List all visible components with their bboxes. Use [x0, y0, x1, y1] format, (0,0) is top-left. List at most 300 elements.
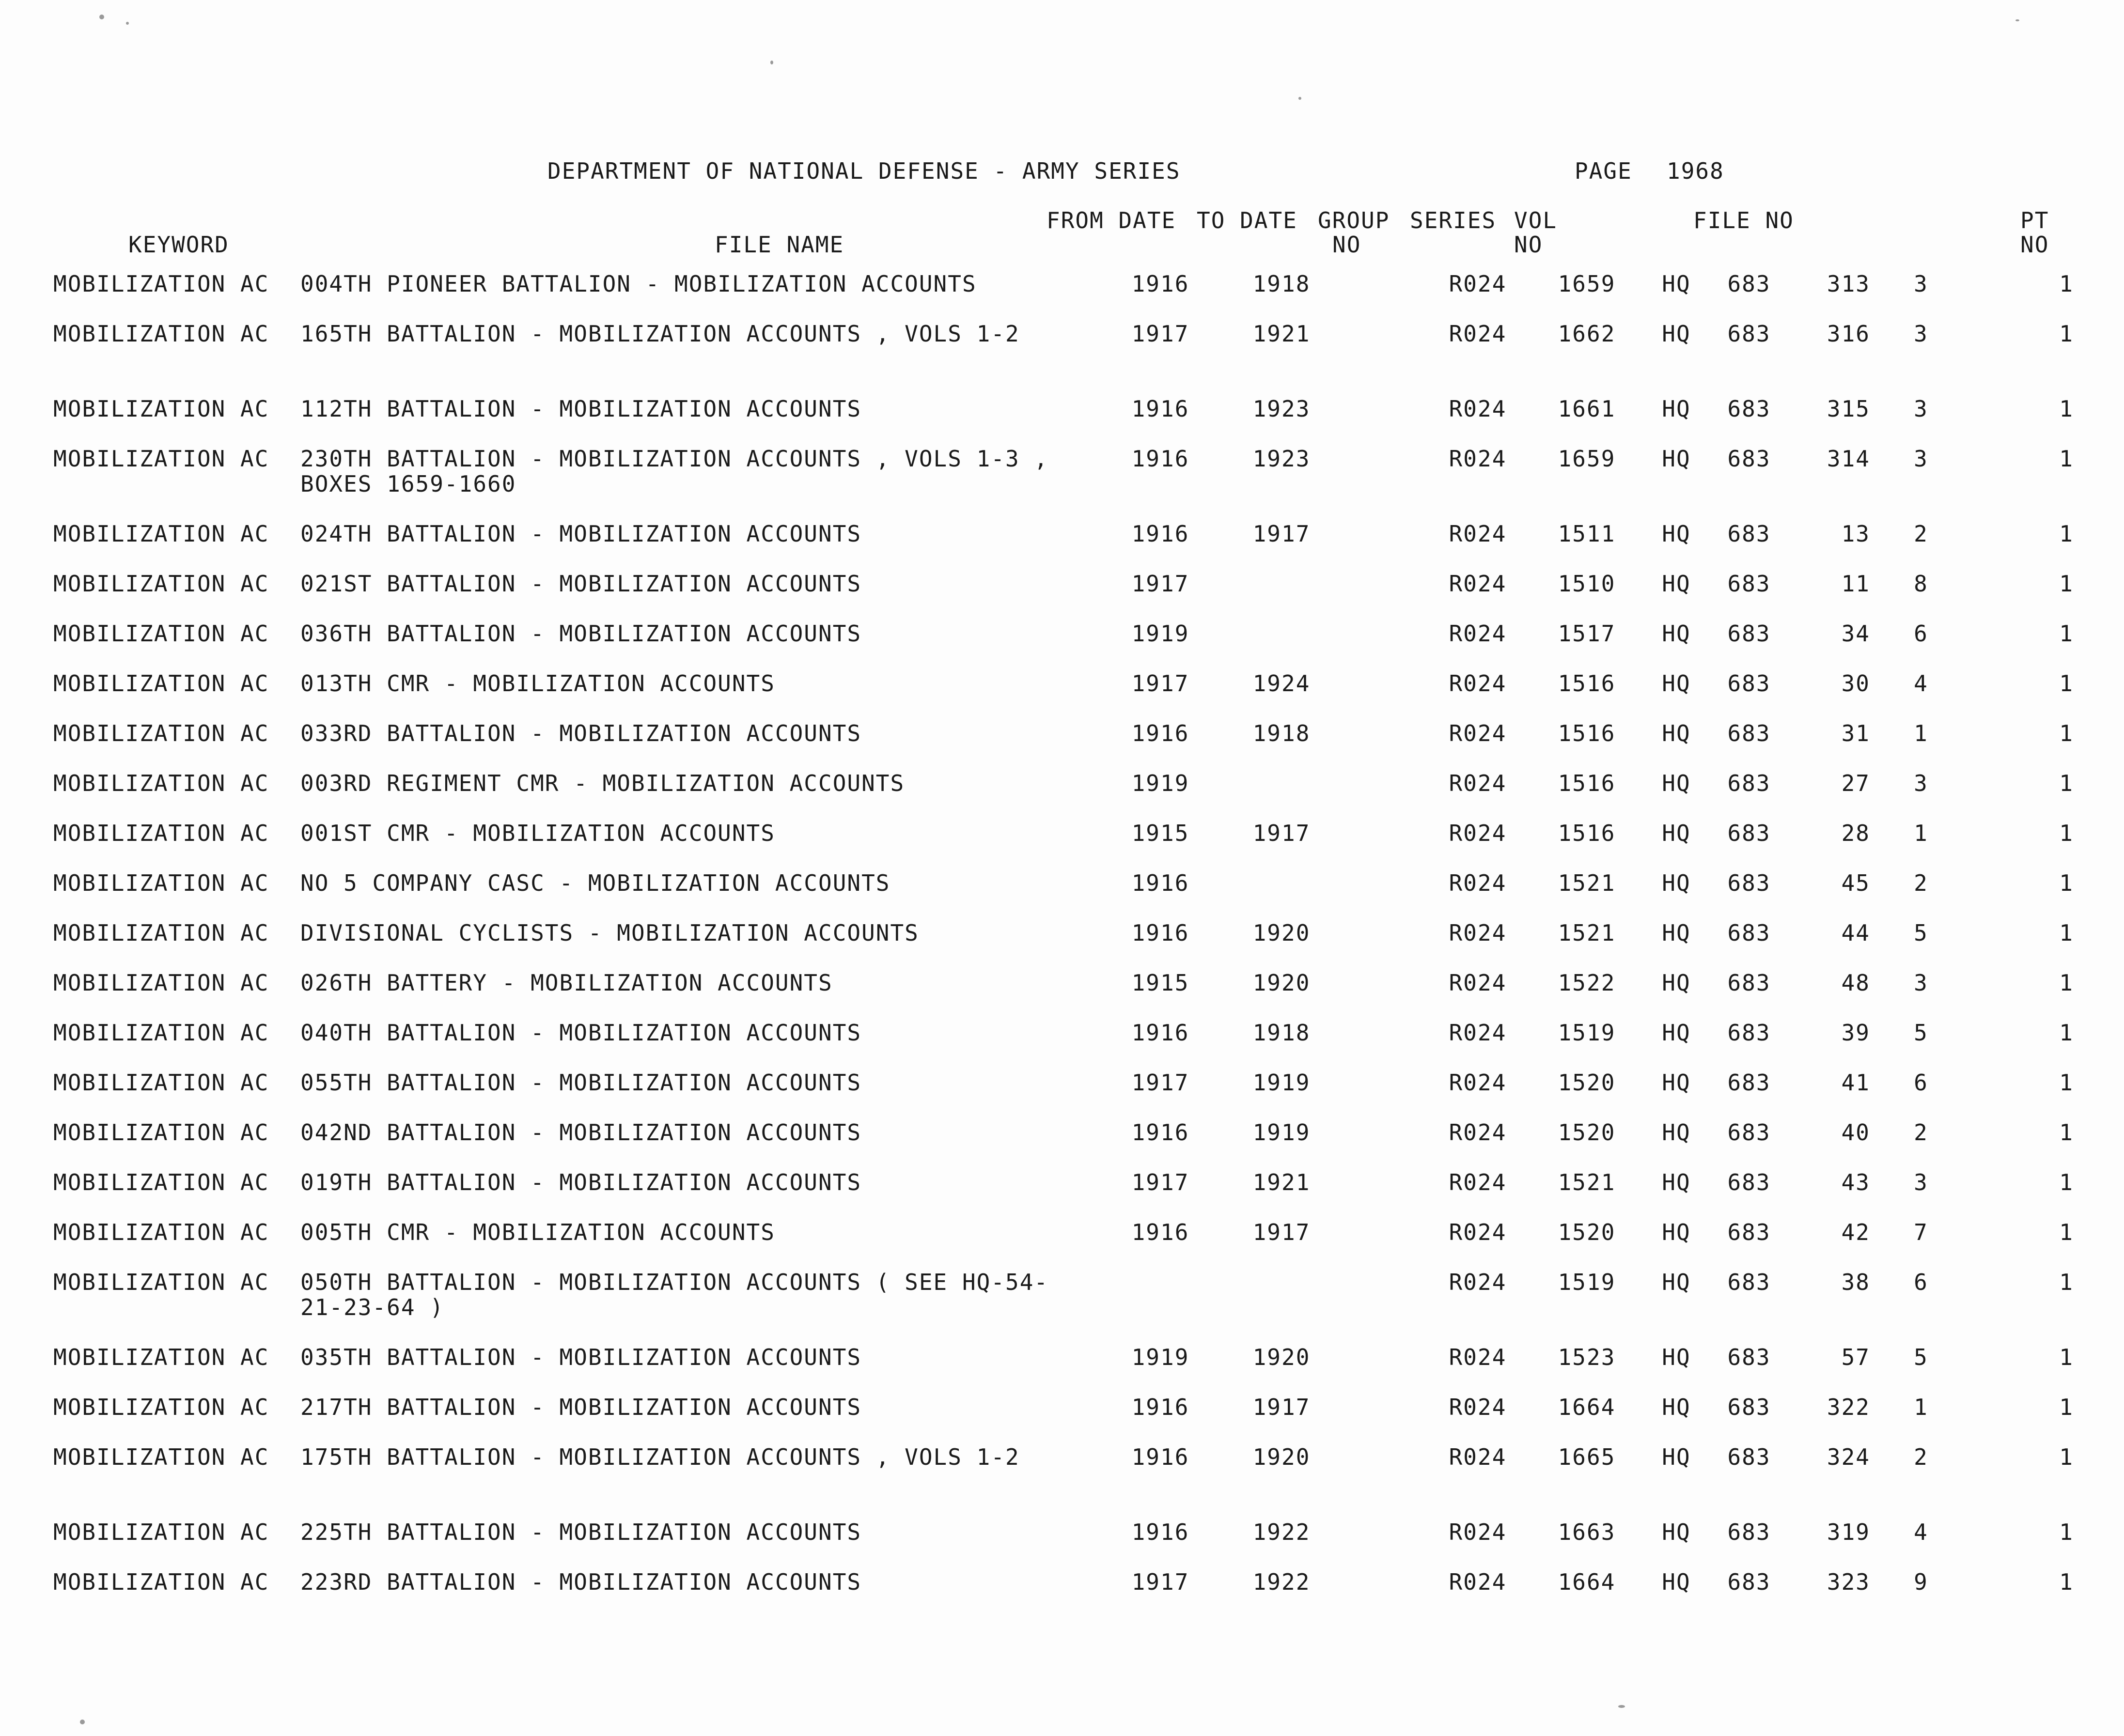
- file-name-cell: [300, 446, 1100, 521]
- file-name-cell: [300, 1444, 1100, 1519]
- series-cell: R024: [1449, 1169, 1507, 1195]
- series-cell: R024: [1449, 1394, 1507, 1420]
- keyword-cell: MOBILIZATION AC: [53, 1269, 269, 1295]
- file-name-cell: [300, 920, 1100, 970]
- pt-no-cell: 1: [2059, 321, 2074, 347]
- vol-no-cell: 1659: [1558, 271, 1616, 297]
- keyword-cell: MOBILIZATION AC: [53, 670, 269, 697]
- file-no-part2-cell: 313: [1827, 271, 1870, 297]
- to-date-cell: 1917: [1252, 1394, 1311, 1420]
- vol-no-cell: 1519: [1558, 1020, 1616, 1046]
- file-no-part2-cell: 11: [1841, 571, 1870, 597]
- file-name-text: 035TH BATTALION - MOBILIZATION ACCOUNTS: [300, 1344, 862, 1370]
- file-no-part2-cell: 13: [1841, 521, 1870, 547]
- group-no-cell: [1342, 1220, 1424, 1270]
- file-no-prefix-cell: HQ: [1662, 670, 1691, 697]
- vol-no-cell: 1510: [1558, 571, 1616, 597]
- column-header-group-no: NO: [1332, 232, 1361, 258]
- file-name-cell: [300, 1519, 1100, 1569]
- file-no-prefix-cell: HQ: [1662, 820, 1691, 846]
- table-row: [53, 1345, 2074, 1395]
- file-no-prefix-cell: HQ: [1662, 1569, 1691, 1595]
- group-no-cell: [1342, 1345, 1424, 1395]
- file-name-text: 005TH CMR - MOBILIZATION ACCOUNTS: [300, 1219, 775, 1245]
- series-cell: R024: [1449, 820, 1507, 846]
- table-row: [53, 271, 2074, 321]
- scan-speck: [1618, 1705, 1625, 1708]
- file-name-text: 175TH BATTALION - MOBILIZATION ACCOUNTS , VOLS 1-2: [300, 1444, 1020, 1470]
- file-name-text: 112TH BATTALION - MOBILIZATION ACCOUNTS: [300, 396, 862, 422]
- from-date-cell: 1916: [1131, 1519, 1189, 1545]
- table-row: [53, 970, 2074, 1020]
- from-date-cell: 1919: [1131, 1344, 1189, 1370]
- file-no-part2-cell: 48: [1841, 970, 1870, 996]
- keyword-cell: MOBILIZATION AC: [53, 521, 269, 547]
- pt-no-cell: 1: [2059, 1219, 2074, 1245]
- group-no-cell: [1342, 821, 1424, 870]
- column-header-series: SERIES: [1410, 207, 1497, 233]
- file-name-text: 021ST BATTALION - MOBILIZATION ACCOUNTS: [300, 571, 862, 597]
- file-no-part2-cell: 314: [1827, 446, 1870, 472]
- from-date-cell: 1917: [1131, 1070, 1189, 1096]
- file-no-part3-cell: 3: [1914, 271, 1928, 297]
- file-no-part3-cell: 8: [1914, 571, 1928, 597]
- to-date-cell: 1920: [1252, 920, 1311, 946]
- file-no-part2-cell: 38: [1841, 1269, 1870, 1295]
- to-date-cell: 1917: [1252, 521, 1311, 547]
- file-name-cell: [300, 721, 1100, 771]
- file-no-prefix-cell: HQ: [1662, 1020, 1691, 1046]
- keyword-cell: MOBILIZATION AC: [53, 720, 269, 746]
- series-cell: R024: [1449, 1444, 1507, 1470]
- series-cell: R024: [1449, 571, 1507, 597]
- from-date-cell: 1916: [1131, 521, 1189, 547]
- keyword-cell: MOBILIZATION AC: [53, 1219, 269, 1245]
- to-date-cell: 1923: [1252, 396, 1311, 422]
- vol-no-cell: 1511: [1558, 521, 1616, 547]
- file-no-part1-cell: 683: [1727, 820, 1771, 846]
- from-date-cell: 1916: [1131, 920, 1189, 946]
- series-cell: R024: [1449, 396, 1507, 422]
- pt-no-cell: 1: [2059, 670, 2074, 697]
- file-no-part3-cell: 5: [1914, 1020, 1928, 1046]
- file-no-part2-cell: 41: [1841, 1070, 1870, 1096]
- file-name-cell: [300, 1345, 1100, 1395]
- pt-no-cell: 1: [2059, 920, 2074, 946]
- keyword-cell: MOBILIZATION AC: [53, 1344, 269, 1370]
- to-date-cell: 1917: [1252, 820, 1311, 846]
- keyword-cell: MOBILIZATION AC: [53, 920, 269, 946]
- file-name-cell: [300, 1020, 1100, 1070]
- file-name-cell: [300, 271, 1100, 321]
- keyword-cell: MOBILIZATION AC: [53, 1020, 269, 1046]
- file-no-part3-cell: 3: [1914, 770, 1928, 796]
- file-no-part2-cell: 31: [1841, 720, 1870, 746]
- to-date-cell: [1221, 571, 1342, 621]
- file-no-prefix-cell: HQ: [1662, 1394, 1691, 1420]
- vol-no-cell: 1520: [1558, 1070, 1616, 1096]
- from-date-cell: 1919: [1131, 770, 1189, 796]
- to-date-cell: [1221, 870, 1342, 920]
- series-cell: R024: [1449, 1344, 1507, 1370]
- file-no-part1-cell: 683: [1727, 1269, 1771, 1295]
- file-no-part3-cell: 3: [1914, 321, 1928, 347]
- column-header-vol: VOL: [1514, 207, 1558, 233]
- keyword-cell: MOBILIZATION AC: [53, 571, 269, 597]
- file-no-part2-cell: 45: [1841, 870, 1870, 896]
- file-no-part3-cell: 5: [1914, 1344, 1928, 1370]
- file-name-text: 042ND BATTALION - MOBILIZATION ACCOUNTS: [300, 1119, 862, 1146]
- group-no-cell: [1342, 271, 1424, 321]
- from-date-cell: 1916: [1131, 1119, 1189, 1146]
- vol-no-cell: 1664: [1558, 1394, 1616, 1420]
- file-name-text: 026TH BATTERY - MOBILIZATION ACCOUNTS: [300, 970, 833, 996]
- document-title: DEPARTMENT OF NATIONAL DEFENSE - ARMY SERIES: [547, 158, 1181, 184]
- table-row: [53, 821, 2074, 870]
- file-no-prefix-cell: HQ: [1662, 1070, 1691, 1096]
- group-no-cell: [1342, 571, 1424, 621]
- series-cell: R024: [1449, 720, 1507, 746]
- file-listing-table: [53, 271, 2074, 1619]
- table-row: [53, 321, 2074, 396]
- file-no-prefix-cell: HQ: [1662, 770, 1691, 796]
- file-no-part2-cell: 315: [1827, 396, 1870, 422]
- file-no-part3-cell: 6: [1914, 620, 1928, 647]
- vol-no-cell: 1659: [1558, 446, 1616, 472]
- series-cell: R024: [1449, 1119, 1507, 1146]
- file-no-prefix-cell: HQ: [1662, 1119, 1691, 1146]
- group-no-cell: [1342, 771, 1424, 821]
- file-name-text: 225TH BATTALION - MOBILIZATION ACCOUNTS: [300, 1519, 862, 1545]
- series-cell: R024: [1449, 1519, 1507, 1545]
- pt-no-cell: 1: [2059, 1569, 2074, 1595]
- file-no-part3-cell: 5: [1914, 920, 1928, 946]
- pt-no-cell: 1: [2059, 1269, 2074, 1295]
- column-header-file-name: FILE NAME: [715, 232, 844, 258]
- file-name-text: 033RD BATTALION - MOBILIZATION ACCOUNTS: [300, 720, 862, 746]
- file-no-part1-cell: 683: [1727, 571, 1771, 597]
- file-no-part3-cell: 6: [1914, 1269, 1928, 1295]
- group-no-cell: [1342, 521, 1424, 571]
- file-no-part2-cell: 322: [1827, 1394, 1870, 1420]
- file-no-part1-cell: 683: [1727, 1119, 1771, 1146]
- file-no-part1-cell: 683: [1727, 920, 1771, 946]
- column-header-group: GROUP: [1318, 207, 1390, 233]
- keyword-cell: MOBILIZATION AC: [53, 1169, 269, 1195]
- vol-no-cell: 1522: [1558, 970, 1616, 996]
- file-no-prefix-cell: HQ: [1662, 1444, 1691, 1470]
- table-row: [53, 1569, 2074, 1619]
- keyword-cell: MOBILIZATION AC: [53, 820, 269, 846]
- to-date-cell: 1920: [1252, 1344, 1311, 1370]
- from-date-cell: 1916: [1131, 271, 1189, 297]
- file-no-part3-cell: 2: [1914, 1444, 1928, 1470]
- file-no-part2-cell: 27: [1841, 770, 1870, 796]
- from-date-cell: 1916: [1131, 1020, 1189, 1046]
- from-date-cell: 1915: [1131, 820, 1189, 846]
- from-date-cell: 1917: [1131, 1569, 1189, 1595]
- file-no-prefix-cell: HQ: [1662, 396, 1691, 422]
- file-name-cell: [300, 1569, 1100, 1619]
- file-no-part3-cell: 2: [1914, 1119, 1928, 1146]
- file-no-prefix-cell: HQ: [1662, 446, 1691, 472]
- group-no-cell: [1342, 970, 1424, 1020]
- file-no-part1-cell: 683: [1727, 321, 1771, 347]
- series-cell: R024: [1449, 321, 1507, 347]
- file-no-part1-cell: 683: [1727, 670, 1771, 697]
- from-date-cell: 1916: [1131, 1444, 1189, 1470]
- file-name-text: 055TH BATTALION - MOBILIZATION ACCOUNTS: [300, 1070, 862, 1096]
- file-no-part2-cell: 39: [1841, 1020, 1870, 1046]
- file-name-cell: [300, 1170, 1100, 1220]
- from-date-cell: 1917: [1131, 1169, 1189, 1195]
- series-cell: R024: [1449, 620, 1507, 647]
- to-date-cell: 1918: [1252, 271, 1311, 297]
- table-row: [53, 1395, 2074, 1444]
- pt-no-cell: 1: [2059, 446, 2074, 472]
- table-row: [53, 446, 2074, 521]
- file-no-part2-cell: 28: [1841, 820, 1870, 846]
- file-name-cell: [300, 396, 1100, 446]
- series-cell: R024: [1449, 670, 1507, 697]
- to-date-cell: 1923: [1252, 446, 1311, 472]
- series-cell: R024: [1449, 970, 1507, 996]
- table-row: [53, 521, 2074, 571]
- file-no-prefix-cell: HQ: [1662, 970, 1691, 996]
- series-cell: R024: [1449, 521, 1507, 547]
- file-no-part1-cell: 683: [1727, 1344, 1771, 1370]
- file-no-prefix-cell: HQ: [1662, 271, 1691, 297]
- file-listing-body: [53, 271, 2074, 1619]
- pt-no-cell: 1: [2059, 271, 2074, 297]
- file-name-cell: [300, 821, 1100, 870]
- group-no-cell: [1342, 446, 1424, 521]
- file-no-part1-cell: 683: [1727, 1219, 1771, 1245]
- column-header-pt-no: NO: [2020, 232, 2049, 258]
- file-name-text: 036TH BATTALION - MOBILIZATION ACCOUNTS: [300, 620, 862, 647]
- table-row: [53, 1519, 2074, 1569]
- table-row: [53, 1070, 2074, 1120]
- group-no-cell: [1342, 321, 1424, 396]
- file-name-cell: [300, 671, 1100, 721]
- file-name-cell: [300, 1120, 1100, 1170]
- file-no-part1-cell: 683: [1727, 1070, 1771, 1096]
- table-row: [53, 1170, 2074, 1220]
- file-name-text: 004TH PIONEER BATTALION - MOBILIZATION ACCOUNTS: [300, 271, 977, 297]
- file-name-cell: [300, 521, 1100, 571]
- scan-speck: [2015, 19, 2019, 21]
- keyword-cell: MOBILIZATION AC: [53, 870, 269, 896]
- file-name-cell: [300, 571, 1100, 621]
- vol-no-cell: 1516: [1558, 720, 1616, 746]
- to-date-cell: 1917: [1252, 1219, 1311, 1245]
- pt-no-cell: 1: [2059, 396, 2074, 422]
- file-name-text: 050TH BATTALION - MOBILIZATION ACCOUNTS ( SEE HQ-54-21-23-64 ): [300, 1269, 1049, 1320]
- keyword-cell: MOBILIZATION AC: [53, 1070, 269, 1096]
- keyword-cell: MOBILIZATION AC: [53, 1444, 269, 1470]
- to-date-cell: 1924: [1252, 670, 1311, 697]
- vol-no-cell: 1665: [1558, 1444, 1616, 1470]
- file-no-part2-cell: 324: [1827, 1444, 1870, 1470]
- file-no-part3-cell: 6: [1914, 1070, 1928, 1096]
- file-name-text: 040TH BATTALION - MOBILIZATION ACCOUNTS: [300, 1020, 862, 1046]
- table-row: [53, 571, 2074, 621]
- file-no-part3-cell: 9: [1914, 1569, 1928, 1595]
- file-no-prefix-cell: HQ: [1662, 720, 1691, 746]
- file-no-prefix-cell: HQ: [1662, 1169, 1691, 1195]
- file-no-part2-cell: 30: [1841, 670, 1870, 697]
- vol-no-cell: 1663: [1558, 1519, 1616, 1545]
- pt-no-cell: 1: [2059, 870, 2074, 896]
- pt-no-cell: 1: [2059, 1444, 2074, 1470]
- group-no-cell: [1342, 1170, 1424, 1220]
- vol-no-cell: 1520: [1558, 1119, 1616, 1146]
- page-label: PAGE: [1575, 158, 1632, 184]
- file-no-part1-cell: 683: [1727, 1444, 1771, 1470]
- group-no-cell: [1342, 1020, 1424, 1070]
- from-date-cell: 1916: [1131, 720, 1189, 746]
- file-no-part1-cell: 683: [1727, 870, 1771, 896]
- file-no-part3-cell: 3: [1914, 970, 1928, 996]
- file-no-part1-cell: 683: [1727, 521, 1771, 547]
- pt-no-cell: 1: [2059, 820, 2074, 846]
- from-date-cell: 1916: [1131, 446, 1189, 472]
- from-date-cell: 1916: [1131, 1394, 1189, 1420]
- column-header-pt: PT: [2020, 207, 2049, 233]
- file-no-part3-cell: 3: [1914, 396, 1928, 422]
- pt-no-cell: 1: [2059, 1394, 2074, 1420]
- file-no-part2-cell: 44: [1841, 920, 1870, 946]
- file-no-prefix-cell: HQ: [1662, 521, 1691, 547]
- table-row: [53, 396, 2074, 446]
- file-name-text: 217TH BATTALION - MOBILIZATION ACCOUNTS: [300, 1394, 862, 1420]
- to-date-cell: 1919: [1252, 1070, 1311, 1096]
- series-cell: R024: [1449, 271, 1507, 297]
- group-no-cell: [1342, 1519, 1424, 1569]
- pt-no-cell: 1: [2059, 571, 2074, 597]
- pt-no-cell: 1: [2059, 1169, 2074, 1195]
- vol-no-cell: 1521: [1558, 1169, 1616, 1195]
- to-date-cell: 1918: [1252, 720, 1311, 746]
- file-no-part2-cell: 316: [1827, 321, 1870, 347]
- to-date-cell: [1221, 1270, 1342, 1345]
- group-no-cell: [1342, 870, 1424, 920]
- file-no-part3-cell: 1: [1914, 720, 1928, 746]
- vol-no-cell: 1521: [1558, 920, 1616, 946]
- file-no-prefix-cell: HQ: [1662, 321, 1691, 347]
- file-no-part1-cell: 683: [1727, 1394, 1771, 1420]
- to-date-cell: [1221, 771, 1342, 821]
- file-name-text: DIVISIONAL CYCLISTS - MOBILIZATION ACCOUNTS: [300, 920, 919, 946]
- vol-no-cell: 1516: [1558, 820, 1616, 846]
- pt-no-cell: 1: [2059, 970, 2074, 996]
- column-header-file-no: FILE NO: [1693, 207, 1794, 233]
- file-name-text: 230TH BATTALION - MOBILIZATION ACCOUNTS , VOLS 1-3 , BOXES 1659-1660: [300, 446, 1049, 497]
- file-no-part1-cell: 683: [1727, 770, 1771, 796]
- group-no-cell: [1342, 920, 1424, 970]
- file-no-part1-cell: 683: [1727, 720, 1771, 746]
- file-no-part3-cell: 3: [1914, 1169, 1928, 1195]
- table-row: [53, 1444, 2074, 1519]
- group-no-cell: [1342, 1270, 1424, 1345]
- keyword-cell: MOBILIZATION AC: [53, 1394, 269, 1420]
- file-name-text: 003RD REGIMENT CMR - MOBILIZATION ACCOUNTS: [300, 770, 905, 796]
- table-row: [53, 1270, 2074, 1345]
- file-no-part2-cell: 43: [1841, 1169, 1870, 1195]
- file-no-part3-cell: 2: [1914, 870, 1928, 896]
- keyword-cell: MOBILIZATION AC: [53, 970, 269, 996]
- series-cell: R024: [1449, 770, 1507, 796]
- group-no-cell: [1342, 1444, 1424, 1519]
- file-no-prefix-cell: HQ: [1662, 571, 1691, 597]
- group-no-cell: [1342, 1070, 1424, 1120]
- vol-no-cell: 1516: [1558, 770, 1616, 796]
- series-cell: R024: [1449, 920, 1507, 946]
- from-date-cell: 1916: [1131, 396, 1189, 422]
- file-name-text: 013TH CMR - MOBILIZATION ACCOUNTS: [300, 670, 775, 697]
- pt-no-cell: 1: [2059, 770, 2074, 796]
- to-date-cell: 1921: [1252, 321, 1311, 347]
- group-no-cell: [1342, 721, 1424, 771]
- scan-speck: [80, 1720, 85, 1724]
- from-date-cell: 1917: [1131, 321, 1189, 347]
- file-name-cell: [300, 1070, 1100, 1120]
- scan-speck: [1298, 97, 1301, 100]
- from-date-cell: [1100, 1270, 1221, 1345]
- table-row: [53, 920, 2074, 970]
- file-no-prefix-cell: HQ: [1662, 920, 1691, 946]
- scan-speck: [99, 15, 104, 19]
- vol-no-cell: 1521: [1558, 870, 1616, 896]
- vol-no-cell: 1661: [1558, 396, 1616, 422]
- file-name-cell: [300, 870, 1100, 920]
- from-date-cell: 1916: [1131, 1219, 1189, 1245]
- table-row: [53, 771, 2074, 821]
- file-no-part3-cell: 2: [1914, 521, 1928, 547]
- series-cell: R024: [1449, 446, 1507, 472]
- vol-no-cell: 1523: [1558, 1344, 1616, 1370]
- file-name-text: NO 5 COMPANY CASC - MOBILIZATION ACCOUNTS: [300, 870, 890, 896]
- keyword-cell: MOBILIZATION AC: [53, 321, 269, 347]
- from-date-cell: 1917: [1131, 571, 1189, 597]
- pt-no-cell: 1: [2059, 1344, 2074, 1370]
- file-no-part1-cell: 683: [1727, 446, 1771, 472]
- file-no-part1-cell: 683: [1727, 1519, 1771, 1545]
- to-date-cell: 1920: [1252, 1444, 1311, 1470]
- file-no-part1-cell: 683: [1727, 1020, 1771, 1046]
- file-no-prefix-cell: HQ: [1662, 620, 1691, 647]
- scan-speck: [770, 61, 773, 64]
- file-no-part2-cell: 34: [1841, 620, 1870, 647]
- from-date-cell: 1919: [1131, 620, 1189, 647]
- vol-no-cell: 1664: [1558, 1569, 1616, 1595]
- file-no-part2-cell: 42: [1841, 1219, 1870, 1245]
- file-name-cell: [300, 321, 1100, 396]
- series-cell: R024: [1449, 1219, 1507, 1245]
- file-no-part1-cell: 683: [1727, 1169, 1771, 1195]
- table-row: [53, 1120, 2074, 1170]
- to-date-cell: [1221, 621, 1342, 671]
- file-no-part3-cell: 1: [1914, 820, 1928, 846]
- file-no-prefix-cell: HQ: [1662, 1344, 1691, 1370]
- file-no-part2-cell: 323: [1827, 1569, 1870, 1595]
- file-no-part1-cell: 683: [1727, 271, 1771, 297]
- file-name-cell: [300, 1220, 1100, 1270]
- page-number: 1968: [1667, 158, 1724, 184]
- file-name-text: 223RD BATTALION - MOBILIZATION ACCOUNTS: [300, 1569, 862, 1595]
- file-no-part3-cell: 3: [1914, 446, 1928, 472]
- file-no-part3-cell: 4: [1914, 1519, 1928, 1545]
